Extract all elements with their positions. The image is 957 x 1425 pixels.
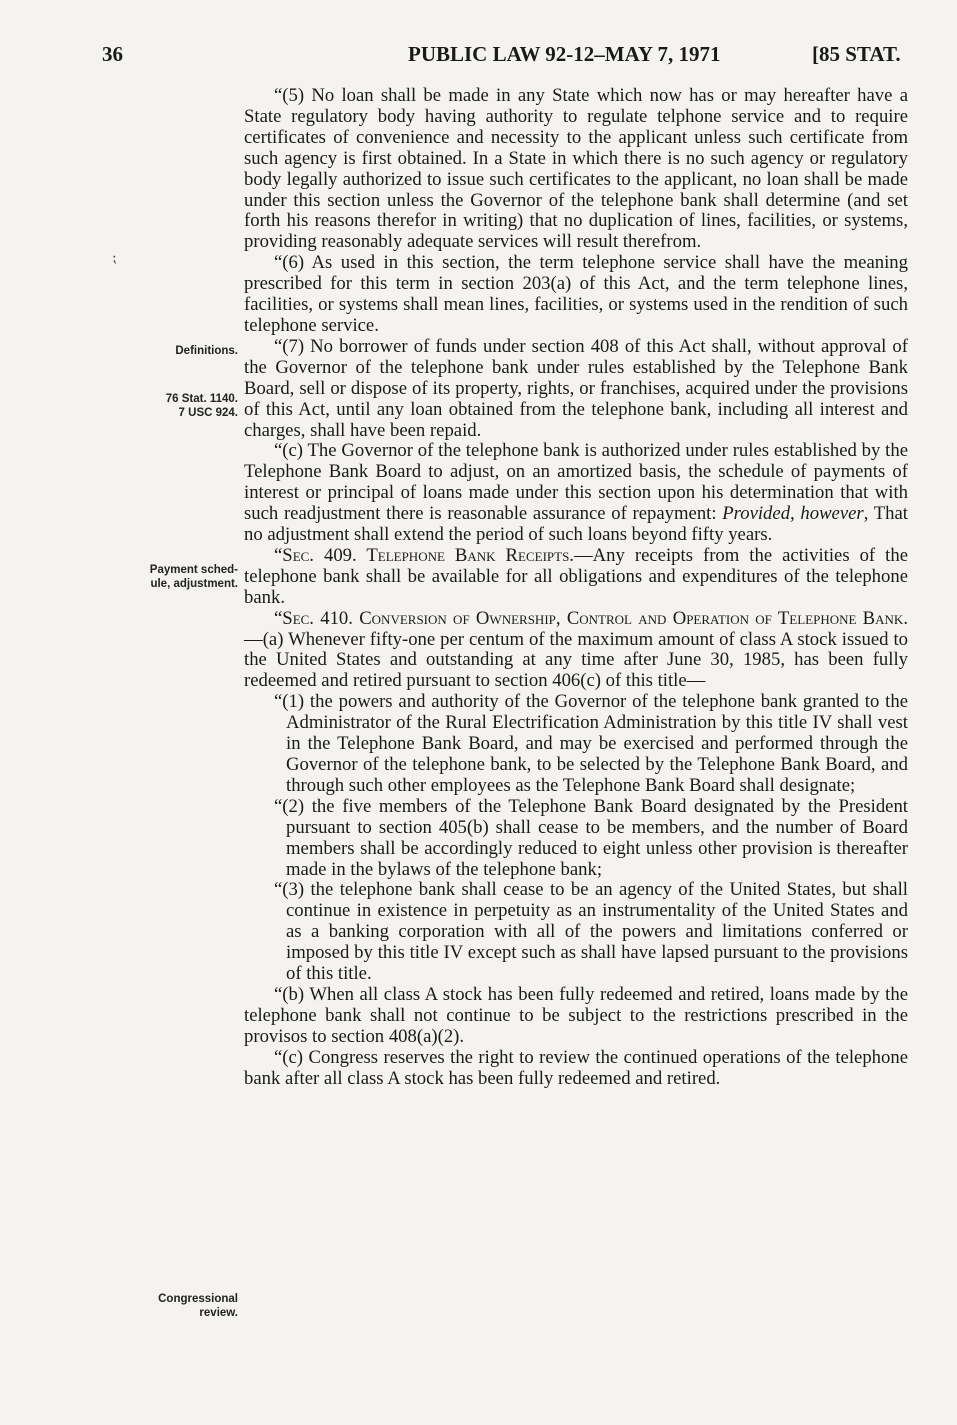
- statute-reference: [85 STAT.: [812, 42, 901, 66]
- paragraph-7: “(7) No borrower of funds under section 408 of this Act shall, without approval of the Governor of the telephone bank under rules established by the Telephone Bank Board, sell or dispose of its property, rights, or franchises, acquired under the provisions of this Act, until any loan obtained from the telephone bank, including all interest and charges, shall have been repaid.: [244, 335, 908, 441]
- margin-note-definitions: Definitions.: [175, 345, 238, 357]
- paragraph-c-provided: Provided, however: [722, 503, 864, 525]
- margin-note-usc: 7 USC 924.: [178, 407, 238, 419]
- item-1: “(1) the powers and authority of the Governor of the telephone bank granted to the Administrator of the Rural Electrification Administration by this title IV shall vest in the Telephone Bank Board, and may be exercised and performed through the Governor of the telephone bank, to be selected by the Telephone Bank Board, and through such other employees as the Telephone Bank Board shall designate;: [274, 691, 908, 796]
- paragraph-c-congress: “(c) Congress reserves the right to review the continued operations of the telephone bank after all class A stock has been fully redeemed and retired.: [244, 1046, 908, 1089]
- paragraph-b: “(b) When all class A stock has been fully redeemed and retired, loans made by the telephone bank shall not continue to be subject to the restrictions prescribed in the provisos to section 408(a)(2).: [244, 983, 908, 1047]
- item-2: “(2) the five members of the Telephone Bank Board designated by the President pursuant to section 405(b) shall cease to be members, and the number of Board members shall be accordingly reduced to eight unless other provision is thereafter made in the bylaws of the telephone bank;: [274, 795, 908, 880]
- paragraph-6: “(6) As used in this section, the term telephone service shall have the meaning prescribed for this term in section 203(a) of this Act, and the term telephone lines, facilities, or systems shall mean lines, facilities, or systems used in the rendition of such telephone service.: [244, 252, 908, 336]
- margin-note-stat: 76 Stat. 1140.: [165, 393, 238, 405]
- paragraph-c-end: , That no adjustment shall extend the period of such loans beyond fifty years.: [244, 503, 908, 546]
- margin-note-congressional-2: review.: [199, 1307, 238, 1319]
- margin-note-payment-1: Payment sched-: [149, 564, 238, 576]
- paragraph-5: “(5) No loan shall be made in any State which now has or may hereafter have a State regulatory body having authority to regulate telphone service and to require certificates of convenience and necessity to the applicant unless such certificate from such agency is first obtained. In a State in which there is no such agency or regulatory body legally authorized to issue such certificates to the applicant, no loan shall be made under this section unless the Governor of the telephone bank shall determine (and set forth his reasons therefor in writing) that no duplication of lines, facilities, or systems, providing reasonably adequate services will result therefrom.: [244, 85, 908, 253]
- margin-mark-icon: ⁏: [112, 251, 117, 266]
- section-410: [244, 609, 908, 693]
- section-410-heading: “Sec. 410. Conversion of Ownership, Control and Operation of Telephone Bank.: [274, 607, 908, 629]
- body-text: [244, 86, 908, 1090]
- margin-note-congressional-1: Congressional: [158, 1293, 238, 1305]
- section-410-text: —(a) Whenever fifty-one per centum of the maximum amount of class A stock issued to the United States and outstanding at any time after June 30, 1985, has been fully redeemed and retired pursuant to section 406(c) of this title—: [244, 628, 908, 692]
- section-409-heading: “Sec. 409. Telephone Bank Receipts.: [274, 544, 574, 566]
- section-409: [244, 546, 908, 609]
- item-3: “(3) the telephone bank shall cease to be an agency of the United States, but shall continue in existence in perpetuity as an instrumentality of the United States and as a banking corporation with all of the powers and limitations conferred or imposed by this title IV except such as shall have lapsed pursuant to the provisions of this title.: [274, 879, 908, 985]
- margin-note-payment-2: ule, adjustment.: [150, 578, 238, 590]
- paragraph-c: [244, 441, 908, 546]
- paragraph-c-main: “(c) The Governor of the telephone bank is authorized under rules established by the Telephone Bank Board to adjust, on an amortized basis, the schedule of payments of interest or principal of loans made under this section upon his determination that with such readjustment there is reasonable assurance of repayment:: [244, 440, 908, 525]
- page-number: 36: [102, 42, 123, 66]
- section-409-text: —Any receipts from the activities of the telephone bank shall be available for all obligations and expenditures of the telephone bank.: [244, 544, 908, 608]
- page-header-title: PUBLIC LAW 92-12–MAY 7, 1971: [408, 42, 721, 66]
